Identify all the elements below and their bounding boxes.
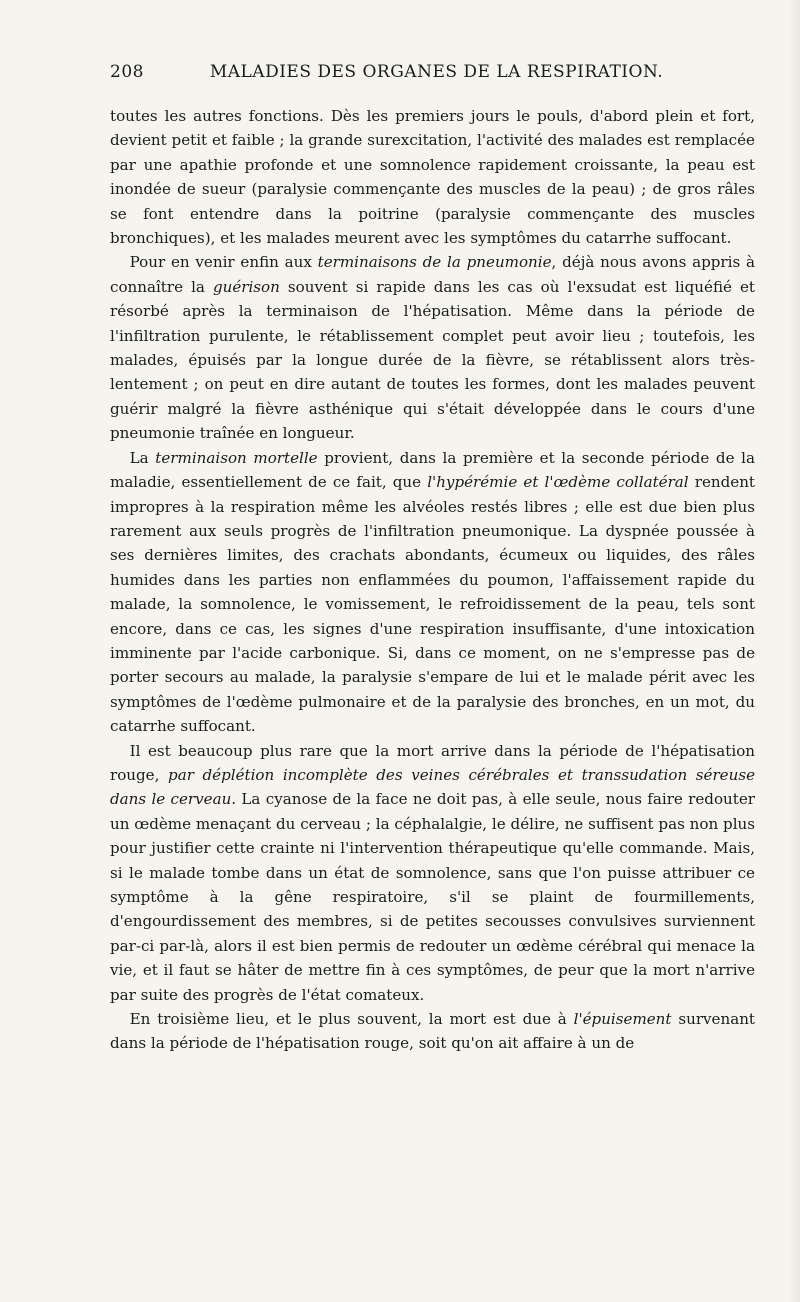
paragraph-2-text-2: souvent si rapide dans les cas où l'exsudat est liquéfié et résorbé après la terminaison de l'hépatisation. Même dans la période de l'infiltration purulente, le rétablissement complet peut avoir lieu ; toutefois, les malades, épuisés par la longue durée de la fièvre, se rétablissent alors très-lentement ; on peut en dire autant de toutes les formes, dont les malades peuvent guérir malgré la fièvre asthénique qui s'était développée dans le cours d'une pneumonie traînée en longueur.	[110, 277, 755, 443]
paragraph-4-text-0: Il est beaucoup plus rare que la mort arrive dans la période de l'hépatisation rouge,	[110, 741, 755, 784]
page-number: 208	[110, 62, 144, 82]
paragraph-1	[110, 104, 755, 250]
paragraph-5-text-1: survenant dans la période de l'hépatisation rouge, soit qu'on ait affaire à un de	[110, 1010, 755, 1053]
paragraph-2-text-0: Pour en venir enfin aux	[129, 253, 318, 272]
running-title: MALADIES DES ORGANES DE LA RESPIRATION.	[209, 62, 664, 82]
paragraph-3-emphasis-0: terminaison mortelle	[155, 448, 318, 467]
paragraph-2	[110, 250, 755, 445]
paragraph-3	[110, 446, 755, 739]
paragraph-4-text-1: . La cyanose de la face ne doit pas, à elle seule, nous faire redouter un œdème menaçant du cerveau ; la céphalalgie, le délire, ne suffisent pas non plus pour justifier cette crainte ni l'intervention thérapeutique qu'elle commande. Mais, si le malade tombe dans un état de somnolence, sans que l'on puisse attribuer ce symptôme à la gêne respiratoire, s'il se plaint de fourmillements, d'engourdissement des membres, si de petites secousses convulsives surviennent par-ci par-là, alors il est bien permis de redouter un œdème cérébral qui menace la vie, et il faut se hâter de mettre fin à ces symptômes, de peur que la mort n'arrive par suite des progrès de l'état comateux.	[110, 790, 755, 1004]
paragraph-2-emphasis-1: guérison	[212, 277, 280, 296]
paragraph-5	[110, 1007, 755, 1056]
page-body	[110, 104, 755, 1056]
paragraph-2-emphasis-0: terminaisons de la pneumonie	[317, 253, 552, 272]
paragraph-5-emphasis-0: l'épuisement	[573, 1010, 672, 1029]
book-page	[110, 62, 755, 1056]
paragraph-1-text: toutes les autres fonctions. Dès les premiers jours le pouls, d'abord plein et fort, devient petit et faible ; la grande surexcitation, l'activité des malades est remplacée par une apathie profonde et une somnolence rapidement croissante, la peau est inondée de sueur (paralysie commençante des muscles de la peau) ; de gros râles se font entendre dans la poitrine (paralysie commençante des muscles bronchiques), et les malades meurent avec les symptômes du catarrhe suffocant.	[110, 107, 755, 248]
paragraph-3-text-1: provient, dans la première et la seconde période de la maladie, essentiellement de ce fait, que	[110, 448, 755, 492]
page-edge-shadow	[788, 0, 800, 1302]
paragraph-3-text-2: rendent impropres à la respiration même les alvéoles restés libres ; elle est due bien plus rarement aux seuls progrès de l'infiltration pneumonique. La dyspnée poussée à ses dernières limites, des crachats abondants, écumeux ou liquides, des râles humides dans les parties non enflammées du poumon, l'affaissement rapide du malade, la somnolence, le vomissement, le refroidissement de la peau, tels sont encore, dans ce cas, les signes d'une respiration insuffisante, d'une intoxication imminente par l'acide carbonique. Si, dans ce moment, on ne s'empresse pas de porter secours au malade, la paralysie s'empare de lui et le malade périt avec les symptômes de l'œdème pulmonaire et de la paralysie des bronches, en un mot, du catarrhe suffocant.	[110, 473, 755, 736]
paragraph-4	[110, 739, 755, 1007]
paragraph-2-text-1: , déjà nous avons appris à connaître la	[110, 253, 755, 296]
paragraph-3-emphasis-1: l'hypérémie et l'œdème collatéral	[427, 473, 689, 492]
page-header	[110, 62, 755, 82]
paragraph-3-text-0: La	[129, 448, 156, 467]
paragraph-4-emphasis-0: par déplétion incomplète des veines cérébrales et transsudation séreuse dans le cerveau	[110, 765, 755, 809]
paragraph-5-text-0: En troisième lieu, et le plus souvent, la mort est due à	[129, 1010, 574, 1029]
